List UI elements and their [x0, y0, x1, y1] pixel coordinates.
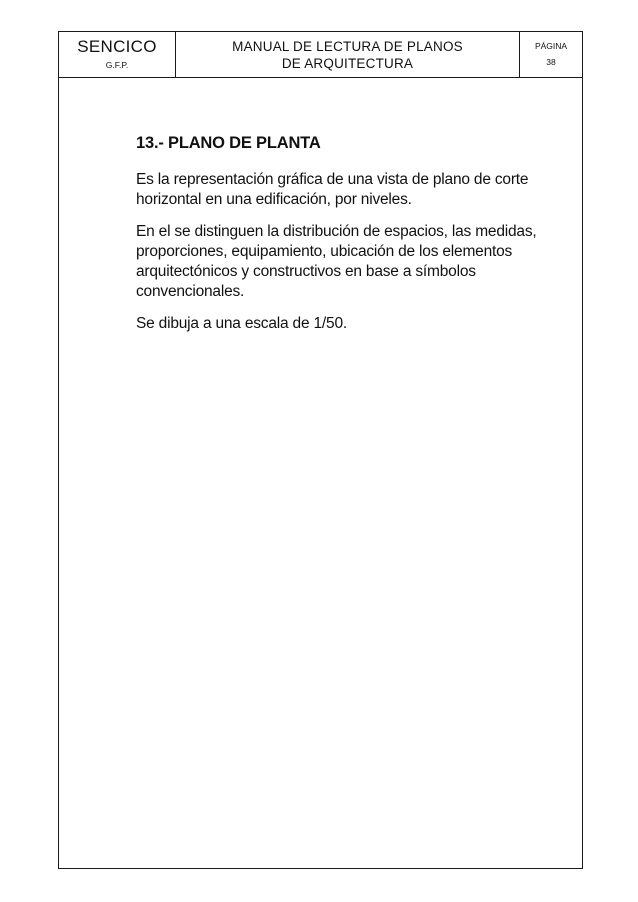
document-title-line-1: MANUAL DE LECTURA DE PLANOS — [232, 38, 463, 54]
document-header — [59, 32, 582, 78]
header-title-cell — [176, 32, 520, 77]
header-organization-cell — [59, 32, 176, 77]
page-number: 38 — [546, 56, 556, 67]
header-page-cell — [520, 32, 582, 77]
section-heading: 13.- PLANO DE PLANTA — [136, 134, 321, 152]
organization-subtitle: G.F.P. — [105, 59, 129, 70]
document-body — [136, 133, 556, 346]
paragraph-scale: Se dibuja a una escala de 1/50. — [136, 315, 347, 332]
page-frame — [58, 31, 583, 869]
page-label: PÁGINA — [534, 40, 568, 51]
paragraph-definition: Es la representación gráfica de una vista de plano de corte horizontal en una edificación, por niveles. — [136, 171, 529, 208]
paragraph-elements: En el se distinguen la distribución de espacios, las medidas, proporciones, equipamiento, ubicación de los elementos arquitectónicos y constructivos en base a símbolos convencionales. — [136, 223, 537, 300]
document-title-line-2: DE ARQUITECTURA — [281, 55, 414, 71]
organization-name: SENCICO — [77, 36, 157, 56]
